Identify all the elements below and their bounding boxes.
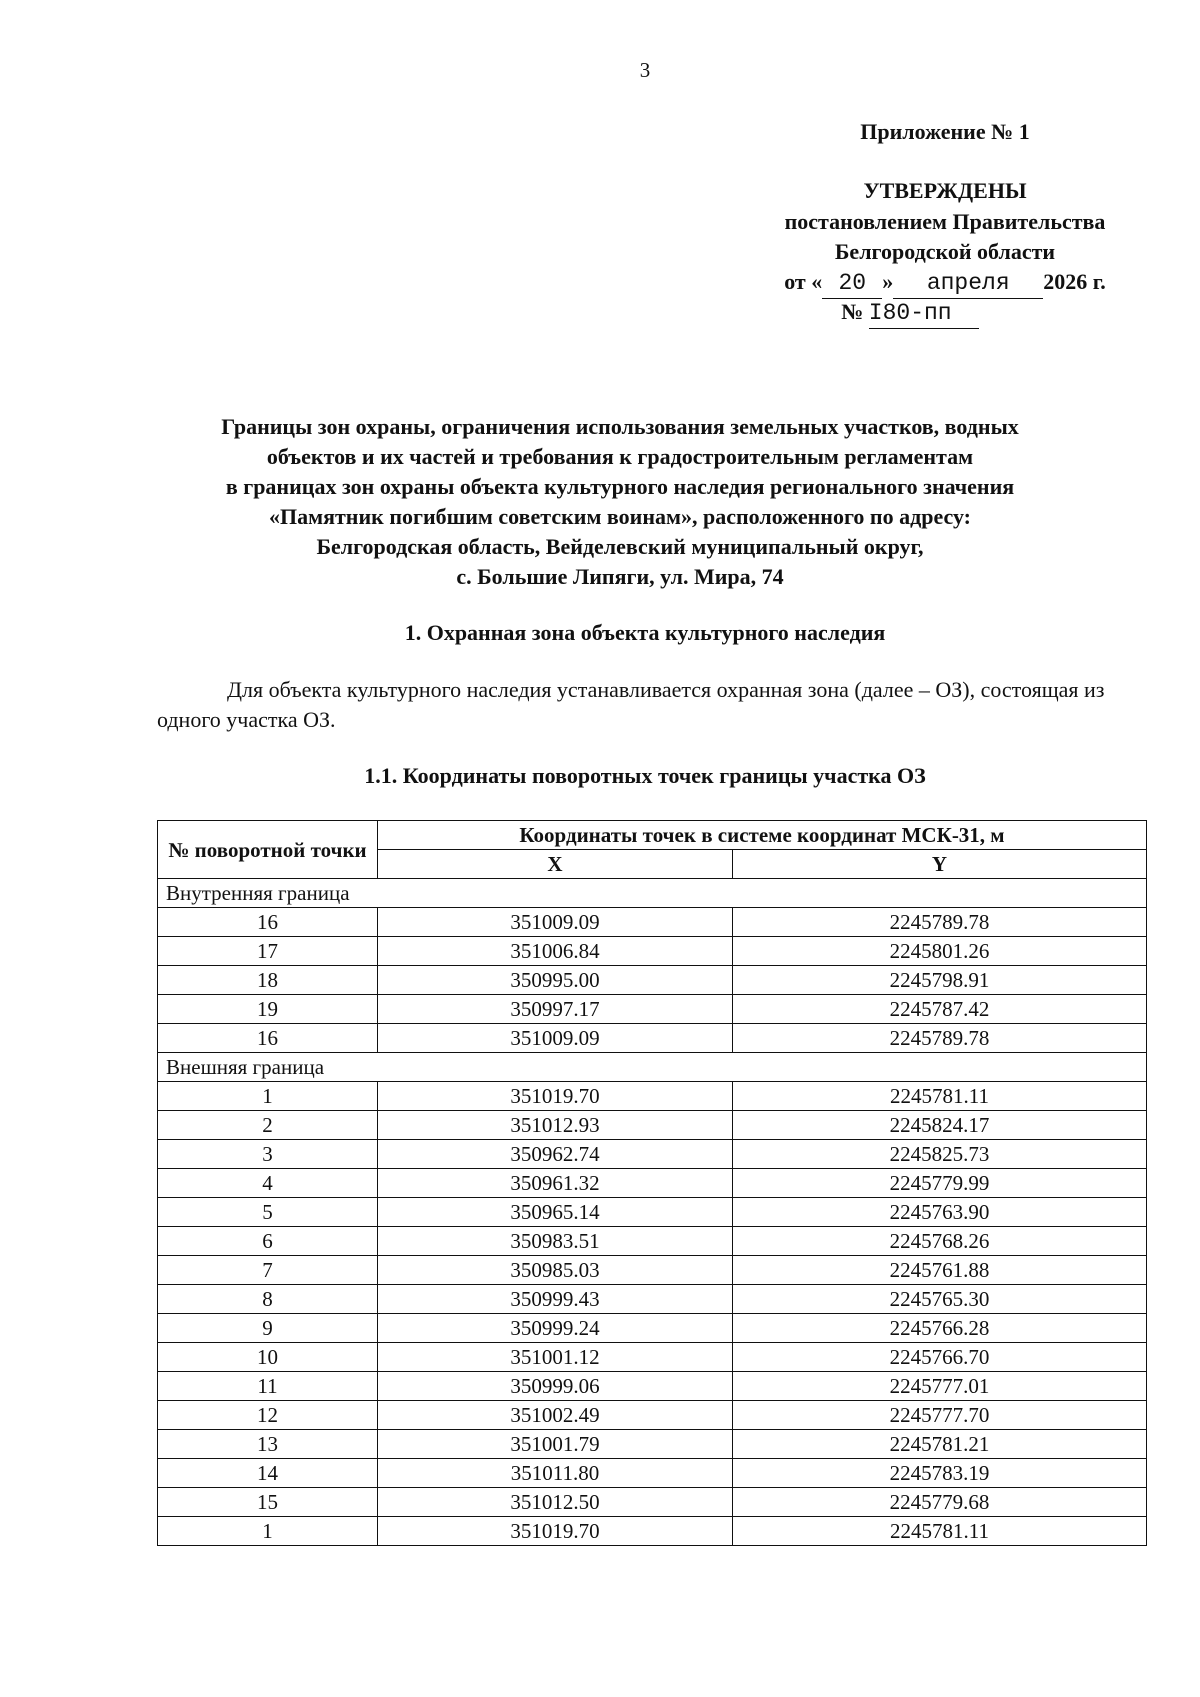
- point-number: 2: [158, 1111, 378, 1140]
- x-coordinate: 351019.70: [378, 1517, 733, 1546]
- y-coordinate: 2245768.26: [733, 1227, 1147, 1256]
- point-number: 8: [158, 1285, 378, 1314]
- group-row: [158, 879, 1147, 908]
- table-row: [158, 1082, 1147, 1111]
- x-coordinate: 350997.17: [378, 995, 733, 1024]
- table-row: [158, 1430, 1147, 1459]
- table-row: [158, 1227, 1147, 1256]
- approved-by-line: постановлением Правительства: [784, 209, 1106, 234]
- table-row: [158, 937, 1147, 966]
- point-number: 18: [158, 966, 378, 995]
- table-row: [158, 1488, 1147, 1517]
- y-coordinate: 2245761.88: [733, 1256, 1147, 1285]
- table-row: [158, 1024, 1147, 1053]
- approval-number: [700, 297, 1120, 329]
- y-coordinate: 2245777.01: [733, 1372, 1147, 1401]
- point-number: 16: [158, 1024, 378, 1053]
- header-point-number: № поворотной точки: [158, 821, 378, 879]
- x-coordinate: 351012.93: [378, 1111, 733, 1140]
- y-coordinate: 2245824.17: [733, 1111, 1147, 1140]
- point-number: 1: [158, 1082, 378, 1111]
- appendix-label: Приложение № 1: [860, 119, 1030, 144]
- x-coordinate: 350999.43: [378, 1285, 733, 1314]
- y-coordinate: 2245781.11: [733, 1082, 1147, 1111]
- y-coordinate: 2245766.28: [733, 1314, 1147, 1343]
- x-coordinate: 351002.49: [378, 1401, 733, 1430]
- date-mid: »: [882, 269, 894, 294]
- point-number: 14: [158, 1459, 378, 1488]
- point-number: 11: [158, 1372, 378, 1401]
- table-row: [158, 908, 1147, 937]
- table-row: [158, 1256, 1147, 1285]
- point-number: 17: [158, 937, 378, 966]
- x-coordinate: 351001.79: [378, 1430, 733, 1459]
- group-label: Внешняя граница: [158, 1053, 1147, 1082]
- date-prefix: от «: [784, 269, 823, 294]
- point-number: 15: [158, 1488, 378, 1517]
- y-coordinate: 2245825.73: [733, 1140, 1147, 1169]
- y-coordinate: 2245798.91: [733, 966, 1147, 995]
- approved-label: УТВЕРЖДЕНЫ: [863, 178, 1027, 203]
- y-coordinate: 2245789.78: [733, 1024, 1147, 1053]
- table-row: [158, 1314, 1147, 1343]
- number-prefix: №: [841, 299, 864, 324]
- paragraph: Для объекта культурного наследия устанавливается охранная зона (далее – ОЗ), состоящая из одного участка ОЗ.: [157, 677, 1105, 732]
- y-coordinate: 2245765.30: [733, 1285, 1147, 1314]
- title-line: объектов и их частей и требования к градостроительным регламентам: [266, 444, 974, 469]
- y-coordinate: 2245779.68: [733, 1488, 1147, 1517]
- point-number: 19: [158, 995, 378, 1024]
- point-number: 1: [158, 1517, 378, 1546]
- table-row: [158, 1140, 1147, 1169]
- point-number: 7: [158, 1256, 378, 1285]
- point-number: 3: [158, 1140, 378, 1169]
- y-coordinate: 2245777.70: [733, 1401, 1147, 1430]
- point-number: 4: [158, 1169, 378, 1198]
- y-coordinate: 2245787.42: [733, 995, 1147, 1024]
- table-row: [158, 1111, 1147, 1140]
- x-coordinate: 351011.80: [378, 1459, 733, 1488]
- group-label: Внутренняя граница: [158, 879, 1147, 908]
- table-row: [158, 1401, 1147, 1430]
- y-coordinate: 2245783.19: [733, 1459, 1147, 1488]
- x-coordinate: 350965.14: [378, 1198, 733, 1227]
- point-number: 6: [158, 1227, 378, 1256]
- page-number: 3: [639, 58, 651, 82]
- y-coordinate: 2245763.90: [733, 1198, 1147, 1227]
- document-title: [120, 412, 1120, 592]
- section-heading: 1. Охранная зона объекта культурного наследия: [404, 620, 886, 645]
- x-coordinate: 350961.32: [378, 1169, 733, 1198]
- table-row: [158, 1459, 1147, 1488]
- title-line: Белгородская область, Вейделевский муниципальный округ,: [316, 534, 924, 559]
- point-number: 9: [158, 1314, 378, 1343]
- table-row: [158, 1372, 1147, 1401]
- approval-date: [735, 267, 1155, 299]
- table-row: [158, 1343, 1147, 1372]
- x-coordinate: 350999.24: [378, 1314, 733, 1343]
- y-coordinate: 2245781.11: [733, 1517, 1147, 1546]
- x-coordinate: 350983.51: [378, 1227, 733, 1256]
- y-coordinate: 2245789.78: [733, 908, 1147, 937]
- point-number: 5: [158, 1198, 378, 1227]
- coordinates-table: [157, 820, 1147, 1546]
- x-coordinate: 351001.12: [378, 1343, 733, 1372]
- date-month: апреля: [893, 268, 1043, 299]
- approved-region-line: Белгородской области: [834, 239, 1056, 264]
- title-line: «Памятник погибшим советским воинам», расположенного по адресу:: [268, 504, 971, 529]
- x-coordinate: 351009.09: [378, 908, 733, 937]
- table-row: [158, 995, 1147, 1024]
- y-coordinate: 2245779.99: [733, 1169, 1147, 1198]
- header-coordinates: Координаты точек в системе координат МСК-31, м: [378, 821, 1147, 850]
- table-row: [158, 966, 1147, 995]
- title-line: Границы зон охраны, ограничения использования земельных участков, водных: [221, 414, 1019, 439]
- table-row: [158, 1285, 1147, 1314]
- point-number: 10: [158, 1343, 378, 1372]
- date-day: 20: [822, 268, 882, 299]
- x-coordinate: 351006.84: [378, 937, 733, 966]
- x-coordinate: 350999.06: [378, 1372, 733, 1401]
- y-coordinate: 2245766.70: [733, 1343, 1147, 1372]
- header-x: X: [378, 850, 733, 879]
- x-coordinate: 350985.03: [378, 1256, 733, 1285]
- x-coordinate: 350995.00: [378, 966, 733, 995]
- header-y: Y: [733, 850, 1147, 879]
- table-row: [158, 1198, 1147, 1227]
- subsection-heading: 1.1. Координаты поворотных точек границы участка ОЗ: [364, 763, 926, 788]
- x-coordinate: 351012.50: [378, 1488, 733, 1517]
- table-row: [158, 1169, 1147, 1198]
- point-number: 16: [158, 908, 378, 937]
- y-coordinate: 2245781.21: [733, 1430, 1147, 1459]
- date-year: 2026 г.: [1043, 269, 1106, 294]
- x-coordinate: 351019.70: [378, 1082, 733, 1111]
- title-line: в границах зон охраны объекта культурного наследия регионального значения: [225, 474, 1015, 499]
- point-number: 12: [158, 1401, 378, 1430]
- x-coordinate: 350962.74: [378, 1140, 733, 1169]
- document-number: I80-пп: [869, 298, 979, 329]
- point-number: 13: [158, 1430, 378, 1459]
- table-row: [158, 1517, 1147, 1546]
- title-line: с. Большие Липяги, ул. Мира, 74: [456, 564, 784, 589]
- x-coordinate: 351009.09: [378, 1024, 733, 1053]
- y-coordinate: 2245801.26: [733, 937, 1147, 966]
- group-row: [158, 1053, 1147, 1082]
